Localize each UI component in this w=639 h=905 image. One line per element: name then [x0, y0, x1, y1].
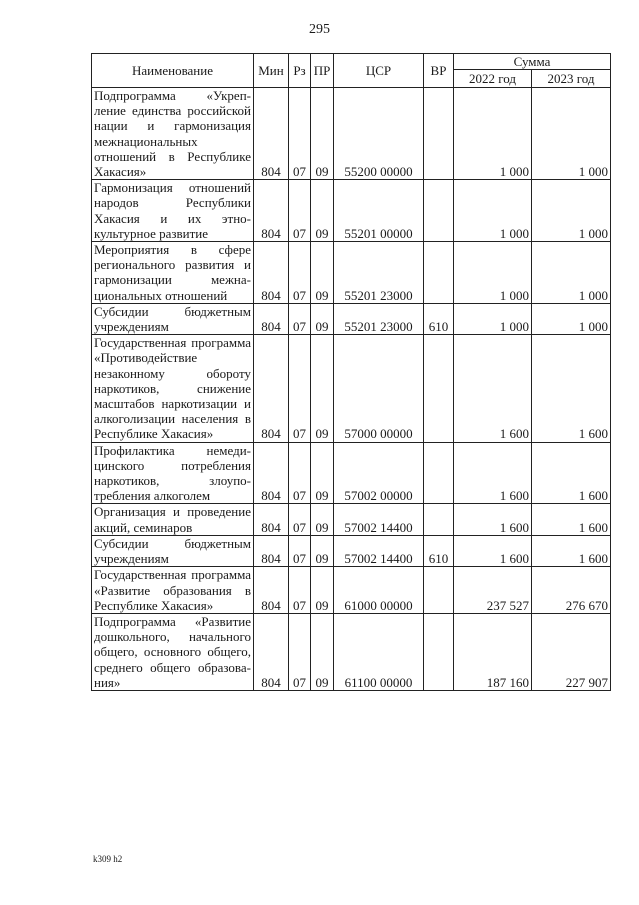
cell-y2022: 1 000: [454, 303, 532, 334]
header-csr: ЦСР: [334, 54, 424, 88]
cell-y2022: 1 600: [454, 504, 532, 535]
cell-name: Профилактика немедицинского потребления наркотиков, злоупотребления алкоголем: [92, 442, 254, 504]
cell-rz: 07: [289, 442, 311, 504]
cell-name: Государственная программа «Развитие образования в Республике Хакасия»: [92, 567, 254, 614]
cell-csr: 55200 00000: [334, 88, 424, 180]
cell-vr: [424, 335, 454, 442]
cell-pr: 09: [311, 242, 334, 304]
header-rz: Рз: [289, 54, 311, 88]
cell-csr: 57002 00000: [334, 442, 424, 504]
table-row: [92, 613, 611, 690]
cell-min: 804: [254, 180, 289, 242]
cell-name: Субсидии бюджетным учреждениям: [92, 535, 254, 566]
cell-y2022: 1 600: [454, 335, 532, 442]
cell-min: 804: [254, 613, 289, 690]
header-min: Мин: [254, 54, 289, 88]
table-row: [92, 180, 611, 242]
cell-min: 804: [254, 303, 289, 334]
page-number: 295: [309, 22, 330, 37]
cell-rz: 07: [289, 504, 311, 535]
cell-name: Государственная программа «Противодействие незаконному обороту наркотиков, снижение масштабов наркотизации и алкоголизации населения в Республике Хакасия»: [92, 335, 254, 442]
cell-pr: 09: [311, 303, 334, 334]
cell-csr: 55201 23000: [334, 303, 424, 334]
cell-rz: 07: [289, 567, 311, 614]
cell-y2022: 1 600: [454, 442, 532, 504]
cell-vr: [424, 180, 454, 242]
table-row: [92, 88, 611, 180]
header-sum: Сумма: [454, 54, 611, 70]
table-row: [92, 303, 611, 334]
cell-y2022: 237 527: [454, 567, 532, 614]
cell-y2023: 1 000: [532, 88, 611, 180]
cell-y2023: 227 907: [532, 613, 611, 690]
cell-vr: 610: [424, 535, 454, 566]
table-row: [92, 504, 611, 535]
cell-min: 804: [254, 504, 289, 535]
footer-code: k309 h2: [93, 854, 123, 864]
cell-name: Мероприятия в сфере регионального развития и гармонизации межнациональных отношений: [92, 242, 254, 304]
cell-pr: 09: [311, 335, 334, 442]
cell-name: Подпрограмма «Развитие дошкольного, начального общего, основного общего, среднего общего образования»: [92, 613, 254, 690]
cell-y2022: 1 000: [454, 180, 532, 242]
table-row: [92, 335, 611, 442]
budget-table: [91, 53, 611, 691]
cell-y2022: 187 160: [454, 613, 532, 690]
cell-y2022: 1 000: [454, 242, 532, 304]
cell-pr: 09: [311, 180, 334, 242]
cell-min: 804: [254, 535, 289, 566]
table-row: [92, 442, 611, 504]
cell-y2023: 1 000: [532, 303, 611, 334]
cell-y2023: 1 000: [532, 242, 611, 304]
cell-csr: 61100 00000: [334, 613, 424, 690]
cell-vr: 610: [424, 303, 454, 334]
cell-csr: 55201 00000: [334, 180, 424, 242]
cell-name: Подпрограмма «Укрепление единства российской нации и гармонизация межнациональных отношений в Республике Хакасия»: [92, 88, 254, 180]
header-vr: ВР: [424, 54, 454, 88]
cell-y2022: 1 000: [454, 88, 532, 180]
header-year-2023: 2023 год: [532, 70, 611, 88]
cell-vr: [424, 442, 454, 504]
cell-min: 804: [254, 442, 289, 504]
cell-y2022: 1 600: [454, 535, 532, 566]
table-row: [92, 242, 611, 304]
cell-min: 804: [254, 88, 289, 180]
header-year-2022: 2022 год: [454, 70, 532, 88]
cell-rz: 07: [289, 242, 311, 304]
cell-vr: [424, 504, 454, 535]
cell-rz: 07: [289, 303, 311, 334]
cell-rz: 07: [289, 613, 311, 690]
cell-y2023: 1 600: [532, 442, 611, 504]
cell-name: Организация и проведение акций, семинаров: [92, 504, 254, 535]
cell-pr: 09: [311, 504, 334, 535]
cell-vr: [424, 88, 454, 180]
cell-pr: 09: [311, 535, 334, 566]
cell-name: Субсидии бюджетным учреждениям: [92, 303, 254, 334]
cell-y2023: 1 600: [532, 335, 611, 442]
cell-pr: 09: [311, 442, 334, 504]
cell-vr: [424, 613, 454, 690]
header-row-top: [92, 54, 611, 70]
cell-min: 804: [254, 335, 289, 442]
table-row: [92, 567, 611, 614]
cell-min: 804: [254, 567, 289, 614]
table-body: [92, 88, 611, 691]
cell-pr: 09: [311, 88, 334, 180]
cell-y2023: 276 670: [532, 567, 611, 614]
cell-y2023: 1 600: [532, 504, 611, 535]
cell-rz: 07: [289, 535, 311, 566]
cell-vr: [424, 567, 454, 614]
cell-min: 804: [254, 242, 289, 304]
cell-pr: 09: [311, 613, 334, 690]
cell-vr: [424, 242, 454, 304]
cell-rz: 07: [289, 335, 311, 442]
cell-name: Гармонизация отношений народов Республики Хакасия и их этнокультурное развитие: [92, 180, 254, 242]
cell-y2023: 1 600: [532, 535, 611, 566]
cell-csr: 57002 14400: [334, 504, 424, 535]
table-row: [92, 535, 611, 566]
header-name: Наименование: [92, 54, 254, 88]
cell-csr: 57002 14400: [334, 535, 424, 566]
cell-rz: 07: [289, 88, 311, 180]
cell-pr: 09: [311, 567, 334, 614]
cell-rz: 07: [289, 180, 311, 242]
cell-y2023: 1 000: [532, 180, 611, 242]
cell-csr: 57000 00000: [334, 335, 424, 442]
cell-csr: 55201 23000: [334, 242, 424, 304]
cell-csr: 61000 00000: [334, 567, 424, 614]
header-pr: ПР: [311, 54, 334, 88]
